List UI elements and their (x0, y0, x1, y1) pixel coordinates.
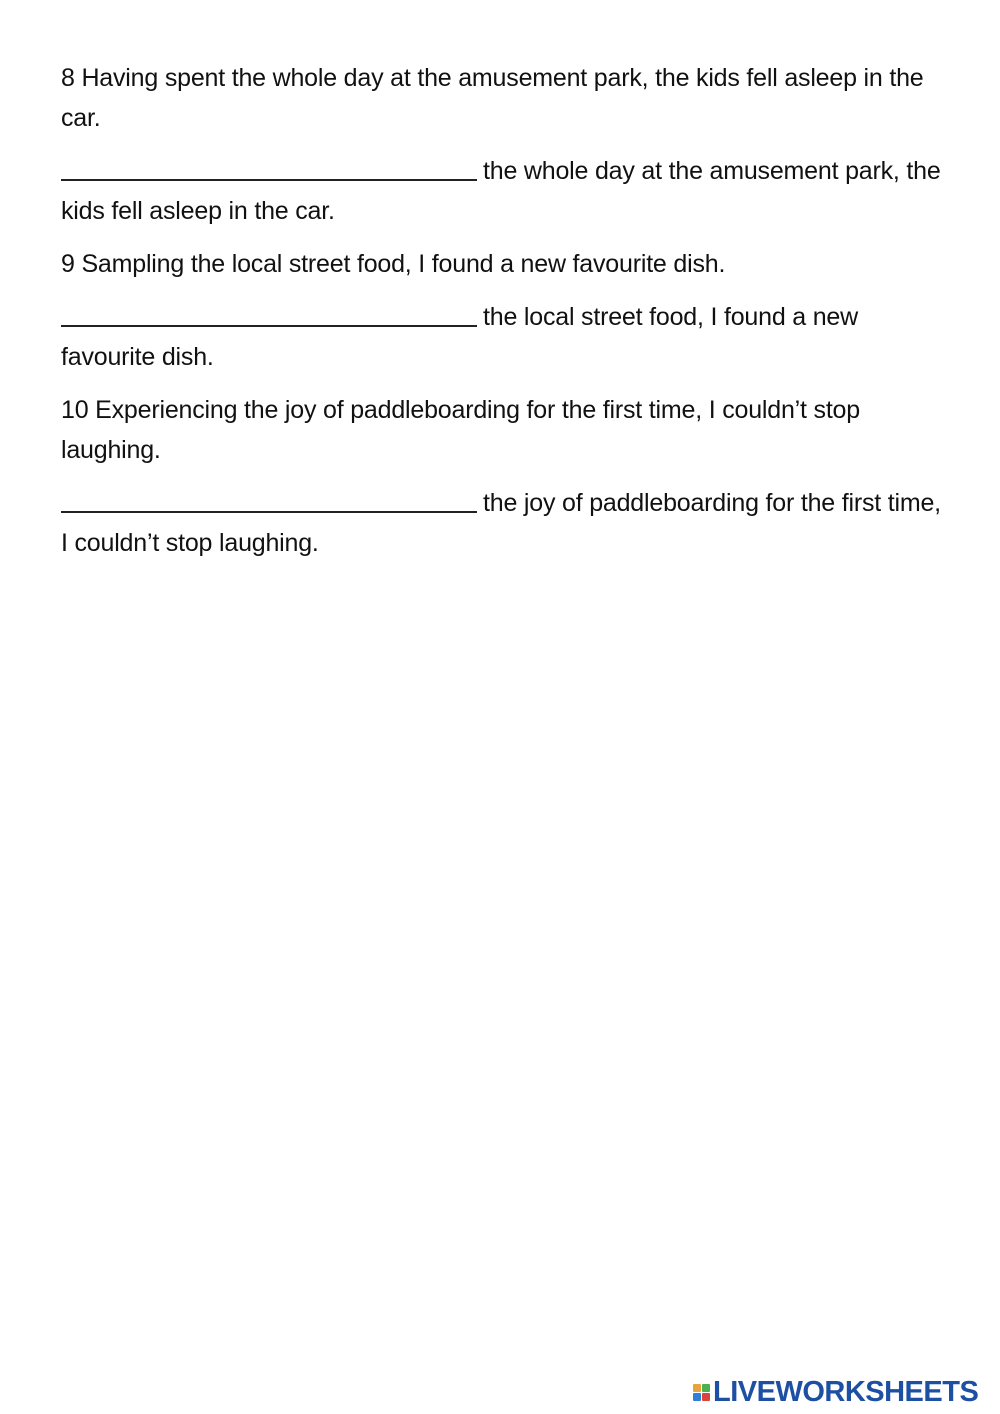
answer-continuation: the joy of paddleboarding for the first time, I couldn’t stop laughing. (61, 489, 941, 557)
logo-tile (702, 1393, 710, 1401)
exercise-9 (61, 244, 941, 377)
logo-tile (693, 1393, 701, 1401)
answer-blank[interactable] (61, 299, 477, 327)
worksheet-body (61, 58, 941, 576)
logo-tile (702, 1384, 710, 1392)
exercise-prompt: 10 Experiencing the joy of paddleboarding for the first time, I couldn’t stop laughing. (61, 396, 860, 464)
exercise-10 (61, 390, 941, 563)
answer-line (61, 483, 941, 563)
answer-line (61, 297, 941, 377)
liveworksheets-logo-icon (693, 1384, 710, 1401)
answer-line (61, 151, 941, 231)
logo-tile (693, 1384, 701, 1392)
exercise-prompt: 8 Having spent the whole day at the amusement park, the kids fell asleep in the car. (61, 64, 924, 132)
brand-name: LIVEWORKSHEETS (713, 1375, 979, 1408)
exercise-8 (61, 58, 941, 231)
answer-continuation: the whole day at the amusement park, the kids fell asleep in the car. (61, 157, 941, 225)
exercise-prompt: 9 Sampling the local street food, I found a new favourite dish. (61, 250, 726, 278)
liveworksheets-brand (693, 1372, 978, 1412)
answer-continuation: the local street food, I found a new favourite dish. (61, 303, 858, 371)
answer-blank[interactable] (61, 485, 477, 513)
answer-blank[interactable] (61, 153, 477, 181)
